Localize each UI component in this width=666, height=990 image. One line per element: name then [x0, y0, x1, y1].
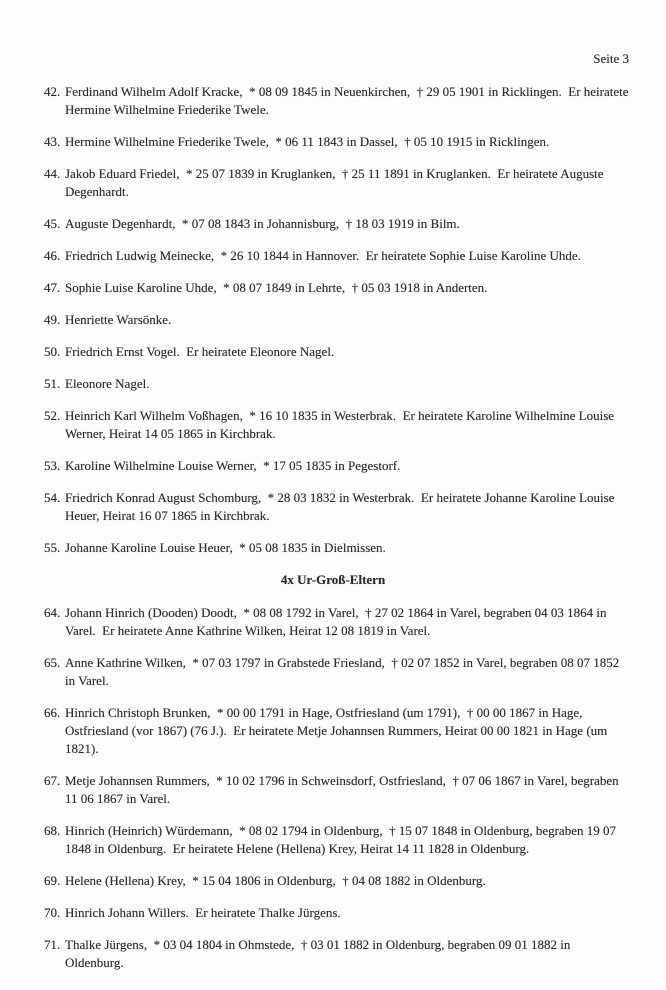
entry-text: Jakob Eduard Friedel, * 25 07 1839 in Kruglanken, † 25 11 1891 in Kruglanken. Er heiratete Auguste Degenhardt. — [65, 166, 607, 199]
entry-number: 45. — [44, 216, 61, 231]
document-content — [44, 83, 630, 972]
entry-text: Karoline Wilhelmine Louise Werner, * 17 05 1835 in Pegestorf. — [65, 458, 401, 473]
entry-text: Sophie Luise Karoline Uhde, * 08 07 1849 in Lehrte, † 05 03 1918 in Anderten. — [65, 280, 488, 295]
entry-text: Friedrich Ernst Vogel. Er heiratete Eleonore Nagel. — [65, 344, 335, 359]
entry-55 — [44, 539, 630, 557]
entry-number: 64. — [44, 605, 61, 620]
entry-number: 55. — [44, 540, 61, 555]
entry-number: 53. — [44, 458, 61, 473]
entry-number: 54. — [44, 490, 61, 505]
entry-66 — [44, 704, 630, 758]
entry-text: Johann Hinrich (Dooden) Doodt, * 08 08 1792 in Varel, † 27 02 1864 in Varel, begraben 04 03 1864 in Varel. Er heiratete Anne Kathrine Wilken, Heirat 12 08 1819 in Varel. — [65, 605, 610, 638]
entry-text: Hinrich Christoph Brunken, * 00 00 1791 in Hage, Ostfriesland (um 1791), † 00 00 1867 in Hage, Ostfriesland (vor 1867) (76 J.). Er heiratete Metje Johannsen Rummers, Heirat 00 00 1821 in Hage (um 1821). — [65, 705, 611, 756]
entry-text: Ferdinand Wilhelm Adolf Kracke, * 08 09 1845 in Neuenkirchen, † 29 05 1901 in Ricklingen. Er heiratete Hermine Wilhelmine Friederike Twele. — [65, 84, 632, 117]
entry-50 — [44, 343, 630, 361]
entry-45 — [44, 215, 630, 233]
entry-number: 52. — [44, 408, 61, 423]
entry-number: 49. — [44, 312, 61, 327]
page-number-label: Seite 3 — [593, 51, 629, 66]
entry-text: Eleonore Nagel. — [65, 376, 150, 391]
entry-number: 65. — [44, 655, 61, 670]
entry-text: Henriette Warsönke. — [65, 312, 172, 327]
entry-64 — [44, 604, 630, 640]
entry-number: 66. — [44, 705, 61, 720]
entry-number: 44. — [44, 166, 61, 181]
entry-text: Metje Johannsen Rummers, * 10 02 1796 in Schweinsdorf, Ostfriesland, † 07 06 1867 in Varel, begraben 11 06 1867 in Varel. — [65, 773, 622, 806]
entry-47 — [44, 279, 630, 297]
entry-46 — [44, 247, 630, 265]
entry-67 — [44, 772, 630, 808]
entry-text: Friedrich Konrad August Schomburg, * 28 03 1832 in Westerbrak. Er heiratete Johanne Karoline Louise Heuer, Heirat 16 07 1865 in Kirchbrak. — [65, 490, 618, 523]
section-4x-ur-gross-eltern — [44, 571, 630, 972]
entry-text: Heinrich Karl Wilhelm Voßhagen, * 16 10 1835 in Westerbrak. Er heiratete Karoline Wilhelmine Louise Werner, Heirat 14 05 1865 in Kirchbrak. — [65, 408, 618, 441]
entry-43 — [44, 133, 630, 151]
entry-number: 51. — [44, 376, 61, 391]
entry-number: 68. — [44, 823, 61, 838]
entry-text: Hinrich (Heinrich) Würdemann, * 08 02 1794 in Oldenburg, † 15 07 1848 in Oldenburg, begraben 19 07 1848 in Oldenburg. Er heiratete Helene (Hellena) Krey, Heirat 14 11 1828 in Oldenburg. — [65, 823, 620, 856]
entry-text: Auguste Degenhardt, * 07 08 1843 in Johannisburg, † 18 03 1919 in Bilm. — [65, 216, 460, 231]
entry-42 — [44, 83, 630, 119]
entry-text: Johanne Karoline Louise Heuer, * 05 08 1835 in Dielmissen. — [65, 540, 386, 555]
entry-65 — [44, 654, 630, 690]
entry-number: 47. — [44, 280, 61, 295]
entry-number: 50. — [44, 344, 61, 359]
entry-44 — [44, 165, 630, 201]
entry-52 — [44, 407, 630, 443]
entry-54 — [44, 489, 630, 525]
entry-text: Friedrich Ludwig Meinecke, * 26 10 1844 in Hannover. Er heiratete Sophie Luise Karoline Uhde. — [65, 248, 581, 263]
entry-68 — [44, 822, 630, 858]
entry-number: 67. — [44, 773, 61, 788]
entry-53 — [44, 457, 630, 475]
entry-51 — [44, 375, 630, 393]
section-heading: 4x Ur-Groß-Eltern — [280, 572, 386, 587]
entry-number: 46. — [44, 248, 61, 263]
entry-number: 71. — [44, 937, 61, 952]
entry-number: 70. — [44, 905, 61, 920]
entry-number: 42. — [44, 84, 61, 99]
entry-text: Anne Kathrine Wilken, * 07 03 1797 in Grabstede Friesland, † 02 07 1852 in Varel, begraben 08 07 1852 in Varel. — [65, 655, 623, 688]
entry-49 — [44, 311, 630, 329]
entry-text: Thalke Jürgens, * 03 04 1804 in Ohmstede, † 03 01 1882 in Oldenburg, begraben 09 01 1882 in Oldenburg. — [65, 937, 574, 970]
entry-number: 43. — [44, 134, 61, 149]
entry-text: Hermine Wilhelmine Friederike Twele, * 06 11 1843 in Dassel, † 05 10 1915 in Ricklingen. — [65, 134, 550, 149]
entry-71 — [44, 936, 630, 972]
entry-text: Helene (Hellena) Krey, * 15 04 1806 in Oldenburg, † 04 08 1882 in Oldenburg. — [65, 873, 486, 888]
entry-text: Hinrich Johann Willers. Er heiratete Thalke Jürgens. — [65, 905, 341, 920]
entry-70 — [44, 904, 630, 922]
section-great-great-grandparents — [44, 83, 630, 557]
entry-number: 69. — [44, 873, 61, 888]
entry-69 — [44, 872, 630, 890]
